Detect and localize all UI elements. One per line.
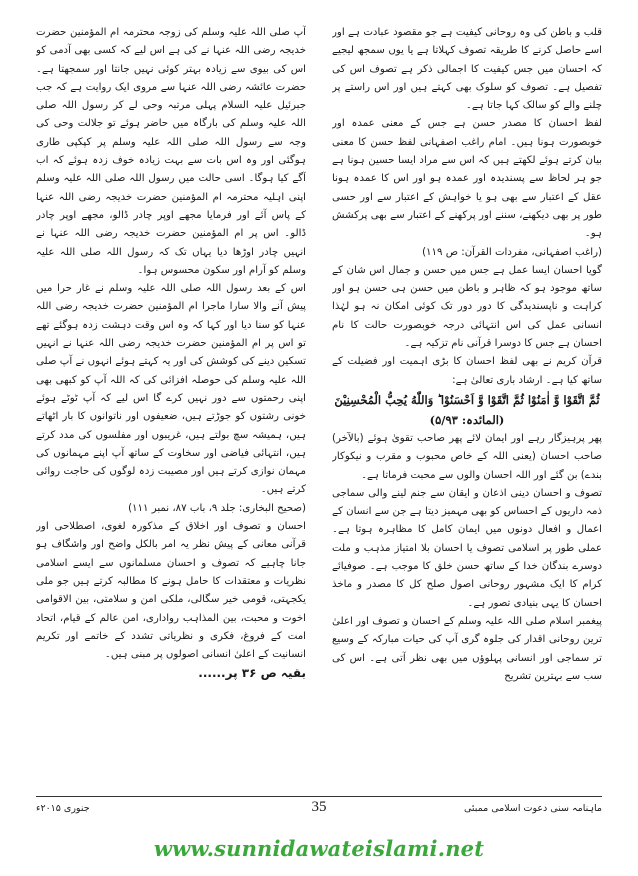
right-para-1: قلب و باطن کی وہ روحانی کیفیت ہے جو مقصود عبادت ہے اور اسے حاصل کرنے کا طریقہ تصوف کہلاتا ہے یا یوں سمجھ لیجیے کہ احسان میں جس کیفیت کا اجمالی ذکر ہے تصوف اس کی تفصیل ہے۔ تصوف کو سلوک بھی کہتے ہیں اور اس راستے پر چلنے والے کو سالک کہا جاتا ہے۔ [332,27,602,112]
website-url[interactable]: www.sunnidawateislami.net [153,836,485,861]
quran-ayah: ثُمَّ اتَّقَوْا وَّ اٰمَنُوْا ثُمَّ اتَّقَوْا وَّ اَحْسَنُوْا ؕ وَاللّٰهُ يُحِبُّ الْمُحْسِنِيْنَ [334,392,600,407]
right-column [332,24,602,774]
left-column [36,24,306,774]
magazine-page [36,24,602,814]
page-footer [36,796,602,821]
magazine-name: ماہنامہ سنی دعوت اسلامی ممبئی [463,803,602,814]
right-para-3: گویا احسان ایسا عمل ہے جس میں حسن و جمال اس شان کے ساتھ موجود ہو کہ ظاہر و باطن میں حسن ہی حسن ہو اور کراہت و ناپسندیدگی کا دور دور تک کوئی امکان نہ ہو لہٰذا انسانی عمل کی اس انتہائی درجہ خوبصورت حالت کا نام احسان ہے جس کا دوسرا قرآنی نام تزکیہ ہے۔ [332,264,602,350]
left-ref-1: (صحیح البخاری: جلد ۹، باب ۸۷، نمبر ۱۱۱) [128,502,306,514]
left-para-3: احسان و تصوف اور اخلاق کے مذکورہ لغوی، اصطلاحی اور قرآنی معانی کے پیش نظر یہ امر بالکل واضح اور واشگاف ہو جانا چاہیے کہ تصوف و احسان مسلمانوں سے ایسے اسلامی نظریات و معتقدات کا حامل ہونے کا مطالبہ کرتے ہیں جو ملی یکجہتی، قومی خیر سگالی، ملکی امن و سلامتی، بین الاقوامی اخوت و محبت، بین المذاہب رواداری، امن عالم کے قیام، اتحاد امت کے فروغ، فکری و نظریاتی تشدد کے خاتمے اور تکریم انسانیت کے اعلیٰ انسانی اصولوں پر مبنی ہیں۔ [36,521,306,661]
left-para-1: آپ صلی اللہ علیہ وسلم کی زوجہ محترمہ ام المؤمنین حضرت خدیجہ رضی اللہ عنہا نے کی ہے اس لیے کہ کسی بھی آدمی کو اس کی بیوی سے زیادہ بہتر کوئی نہیں جانتا اور سمجھتا ہے۔ حضرت عائشہ رضی اللہ عنہا سے مروی ایک روایت ہے کہ جب جبرئیل علیہ السلام پہلی مرتبہ وحی لے کر رسول اللہ صلی اللہ علیہ وسلم کی بارگاہ میں حاضر ہوئے تو جلالت وحی کی وجہ سے رسول اللہ صلی اللہ علیہ وسلم پر کپکپی طاری ہوگئی اور وہ اس بات سے بہت زیادہ خوف زدہ ہوئے کہ اب آگے کیا ہوگا۔ اسی حالت میں رسول اللہ صلی اللہ علیہ وسلم اپنی اہلیہ محترمہ ام المؤمنین حضرت خدیجہ رضی اللہ عنہا کے پاس آئے اور فرمایا مجھے اوپر چادر ڈالو، مجھے اوپر چادر ڈالو۔ اس پر ام المؤمنین حضرت خدیجہ رضی اللہ عنہا نے انہیں چادر اوڑھا دیا یہاں تک کہ رسول اللہ صلی اللہ علیہ وسلم کو آرام اور سکون محسوس ہوا۔ [36,27,306,276]
right-para-4: قرآن کریم نے بھی لفظ احسان کا بڑی اہمیت اور فضیلت کے ساتھ کیا ہے۔ ارشاد باری تعالیٰ ہے: [332,356,602,386]
right-para-6: تصوف و احسان دینی اذعان و ایقان سے جنم لینے والی سماجی ذمہ داریوں کے احساس کو بھی مہمیز دیتا ہے جن سے انسان کے اعمال و افعال دونوں میں ایمان کامل کا مظاہرہ ہوتا ہے۔ عملی طور پر اسلامی تصوف یا احسان بلا امتیاز مذہب و ملت دوسرے بندگان خدا کے ساتھ حسن خلق کا موجب ہے۔ صوفیائے کرام کا ایک مشہور روحانی اصول صلح کل کا مصدر و ماخذ احسان کا یہی بنیادی تصور ہے۔ [332,487,602,609]
quran-ayah-ref: (المائدہ: ۵/۹۳) [429,412,505,427]
right-para-2: لفظ احسان کا مصدر حسن ہے جس کے معنی عمدہ اور خوبصورت ہونا ہیں۔ امام راغب اصفہانی لفظ حسن کا معنی بیان کرتے ہوئے لکھتے ہیں کہ اس سے مراد ایسا حسین ہونا ہے جو ہر لحاظ سے پسندیدہ اور عمدہ ہو اور اس کا عمدہ ہونا عقل کے اعتبار سے بھی ہو یا خواہش کے اعتبار سے اور حسی طور پر بھی دیکھنے، سننے اور پرکھنے کے اعتبار سے بھی پرکشش ہو۔ [332,118,602,240]
page-number: 35 [311,799,327,815]
right-para-7: پیغمبر اسلام صلی اللہ علیہ وسلم کے احسان و تصوف اور اعلیٰ ترین روحانی اقدار کی جلوہ گری آپ کی حیات مبارکہ کے وسیع تر سماجی اور انسانی پہلوؤں میں بھی نظر آتی ہے۔ اس کی سب سے بہترین تشریح [332,615,602,682]
issue-date: جنوری ۲۰۱۵ء [36,803,90,814]
right-para-5: پھر پرہیزگار رہے اور ایمان لائے پھر صاحب تقویٰ ہوئے (بالآخر) صاحب احسان (یعنی اللہ کے خاص محبوب و مقرب و نیکوکار بندے) بن گئے اور اللہ احسان والوں سے محبت فرماتا ہے۔ [332,432,602,481]
left-para-2: اس کے بعد رسول اللہ صلی اللہ علیہ وسلم نے غار حرا میں پیش آنے والا سارا ماجرا ام المؤمنین حضرت خدیجہ رضی اللہ عنہا کو سنا دیا اور کہا کہ وہ اس وقت دہشت زدہ ہوگئے تھے تو اس پر ام المؤمنین حضرت خدیجہ رضی اللہ عنہا نے انہیں تسکین دینے کی کوشش کی اور یہ کہتے ہوئے انہوں نے آپ صلی اللہ علیہ وسلم کی حوصلہ افزائی کی کہ اللہ آپ کو کبھی بھی اپنی رحمتوں سے دور نہیں کرے گا اس لیے کہ آپ ٹوٹے ہوئے خونی رشتوں کو جوڑتے ہیں، ضعیفوں اور ناتوانوں کا بار اٹھاتے ہیں، ہمیشہ سچ بولتے ہیں، غریبوں اور مفلسوں کی مدد کرتے ہیں، انتہائی فیاضی اور سخاوت کے ساتھ آپ اپنے مہمانوں کی مہمان نوازی کرتے ہیں اور مصیبت زدہ لوگوں کی حاجت روائی کرتے ہیں۔ [36,283,306,496]
continued-note: بقیہ ص ۳۶ پر...... [198,666,306,681]
right-ref-1: (راغب اصفہانی، مفردات القرآن: ص ۱۱۹) [422,246,602,258]
